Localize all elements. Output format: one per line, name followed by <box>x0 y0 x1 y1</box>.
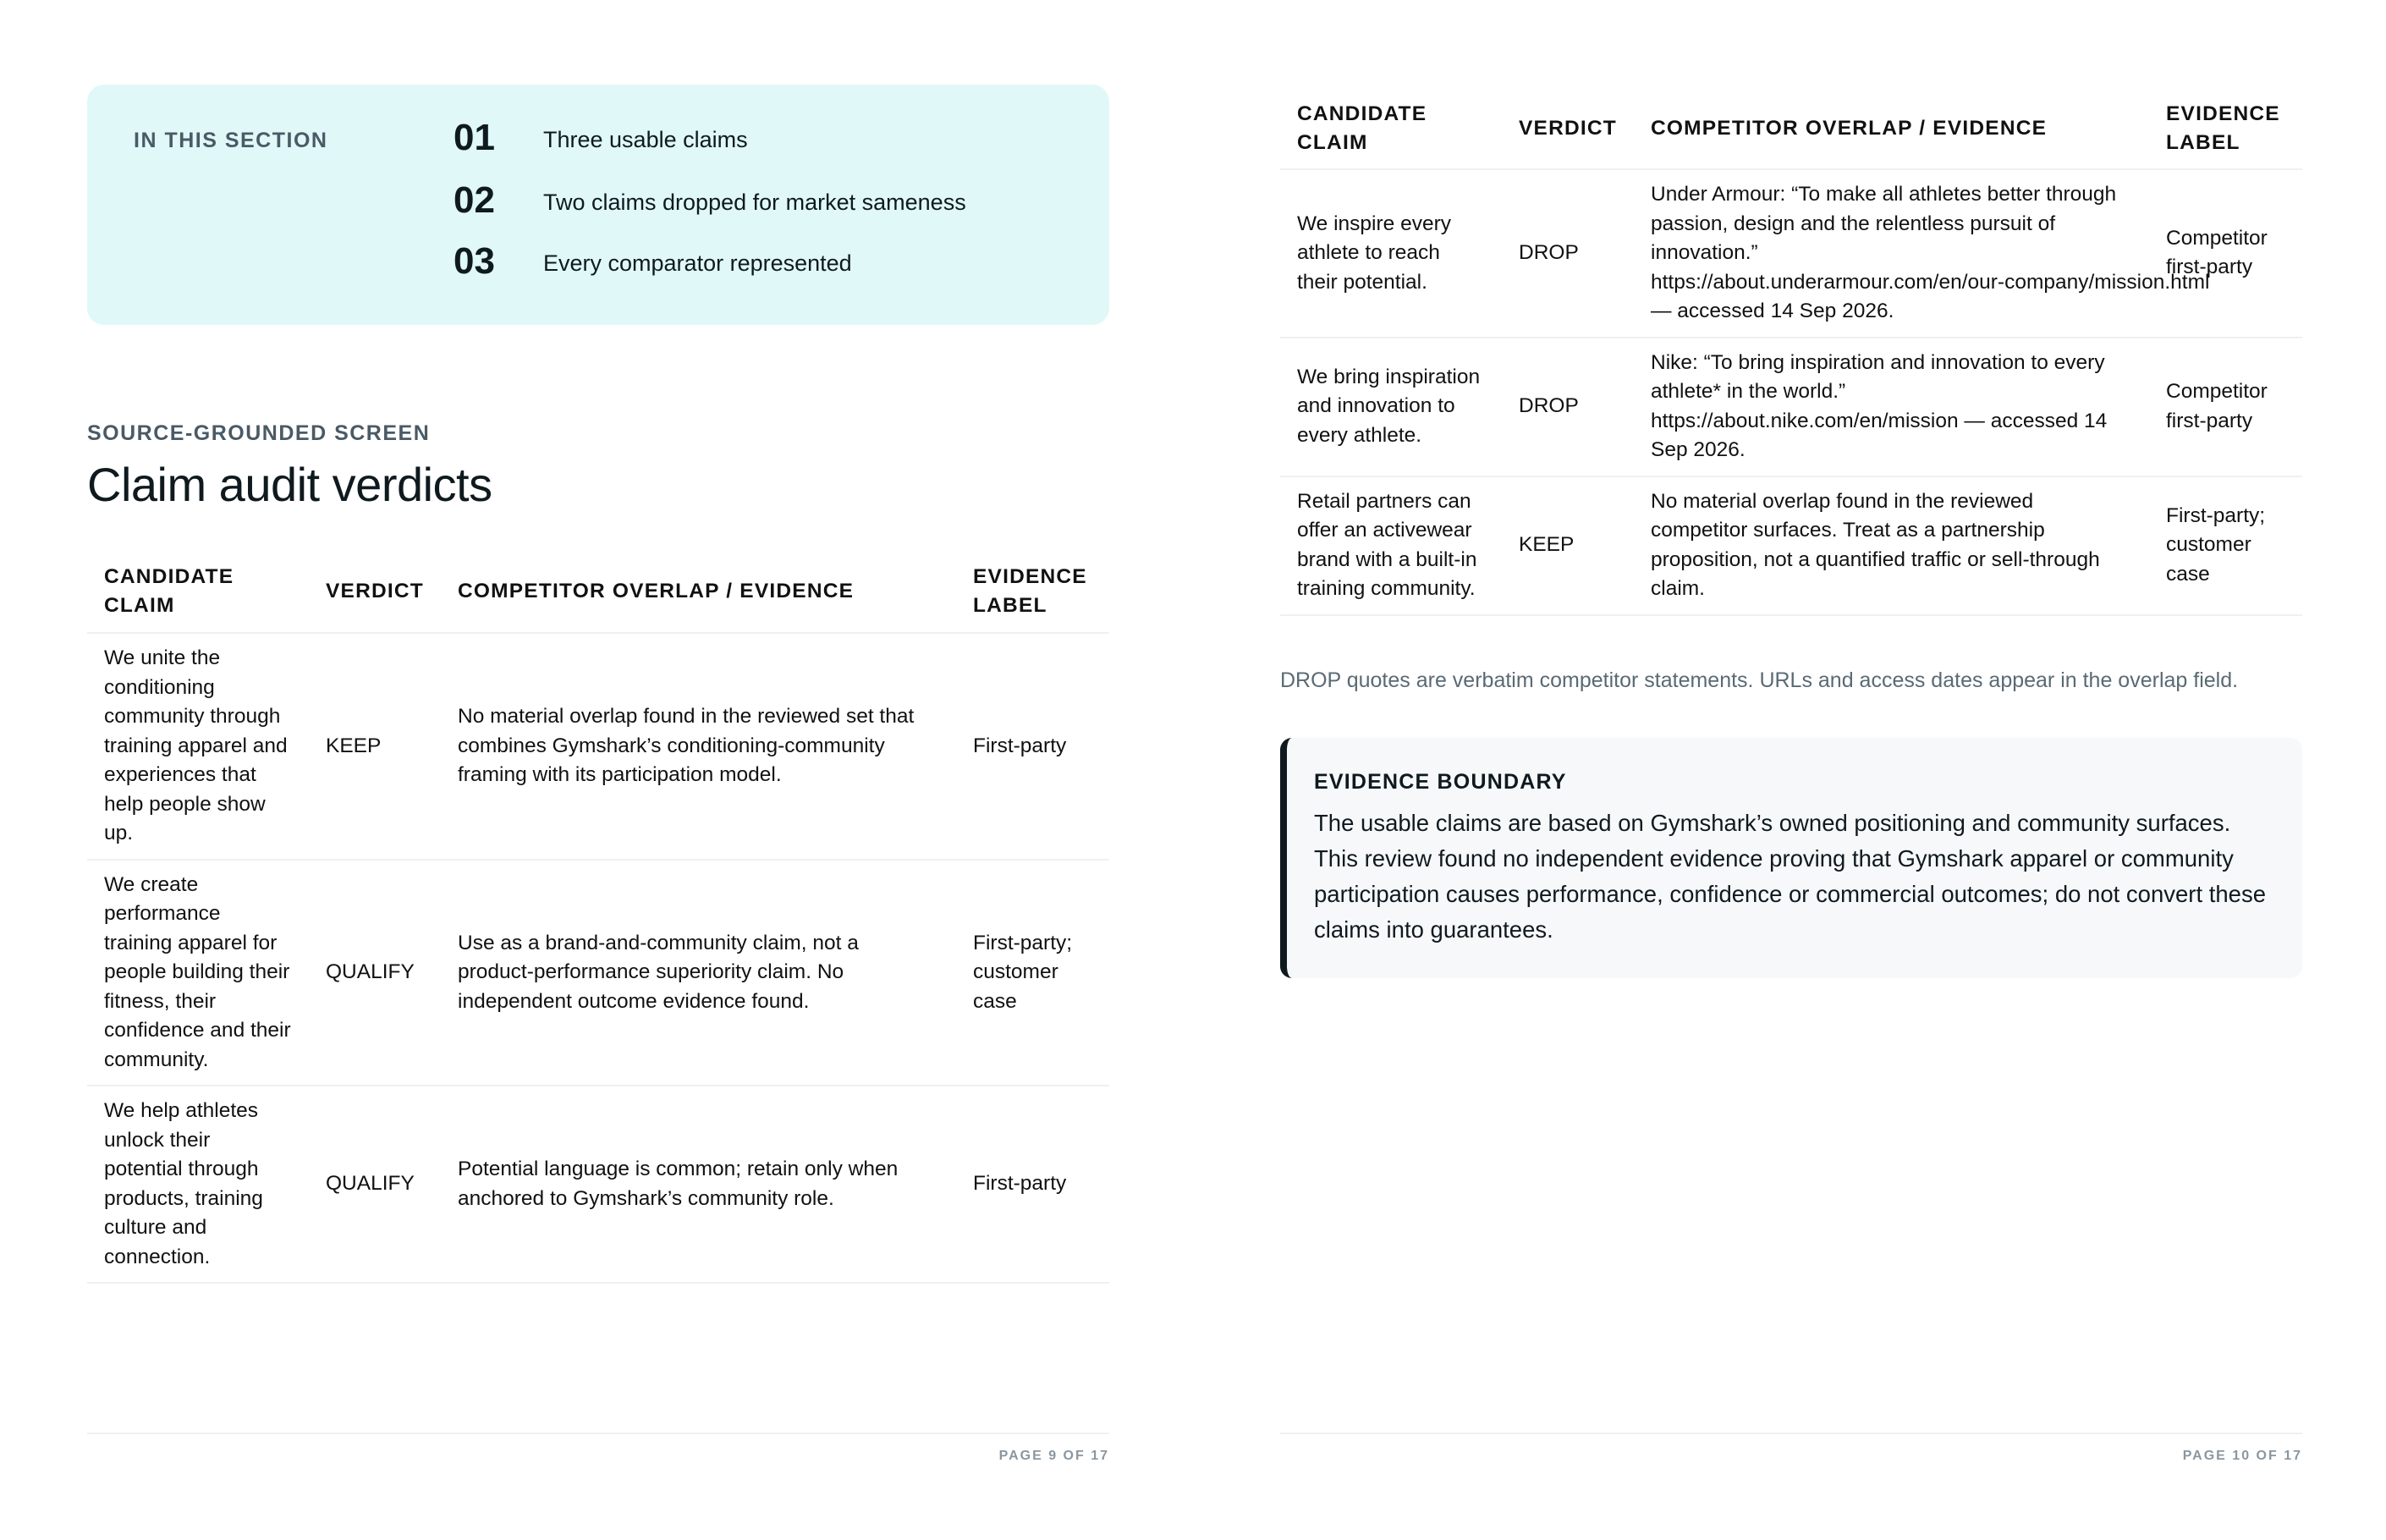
verdict-cell: KEEP <box>1502 476 1634 615</box>
page-left <box>87 0 1109 1540</box>
evidence-cell: Potential language is common; retain only when anchored to Gymshark’s community role. <box>441 1086 956 1283</box>
table-footnote: DROP quotes are verbatim competitor statements. URLs and access dates appear in the overlap field. <box>1280 668 2239 692</box>
table-row <box>87 1086 1109 1283</box>
claim-cell: Retail partners can offer an activewear brand with a built‑in training community. <box>1280 476 1502 615</box>
column-header-claim: CANDIDATE CLAIM <box>87 550 309 633</box>
evidence-cell: Nike: “To bring inspiration and innovation to every athlete* in the world.” https://about.nike.com/en/mission — accessed 14 Sep 2026. <box>1634 338 2149 476</box>
toc-item-text: Three usable claims <box>543 127 748 152</box>
page-number: PAGE 10 OF 17 <box>2182 1449 2302 1463</box>
verdict-cell: DROP <box>1502 338 1634 476</box>
page-title: Claim audit verdicts <box>87 458 492 511</box>
column-header-label: EVIDENCE LABEL <box>2149 88 2302 169</box>
callout-title: EVIDENCE BOUNDARY <box>1314 770 1567 794</box>
evidence-cell: No material overlap found in the reviewed set that combines Gymshark’s conditioning‑community framing with its participation model. <box>441 633 956 860</box>
table-row <box>1280 338 2302 476</box>
table-row <box>1280 476 2302 615</box>
column-header-evidence: COMPETITOR OVERLAP / EVIDENCE <box>1634 88 2149 169</box>
verdict-cell: QUALIFY <box>309 1086 441 1283</box>
toc-item-text: Every comparator represented <box>543 250 852 276</box>
section-kicker: SOURCE-GROUNDED SCREEN <box>87 421 431 445</box>
label-cell: Competitor first‑party <box>2149 169 2302 338</box>
verdict-cell: DROP <box>1502 169 1634 338</box>
claim-cell: We create performance training apparel for people building their fitness, their confidence and their community. <box>87 860 309 1086</box>
column-header-evidence: COMPETITOR OVERLAP / EVIDENCE <box>441 550 956 633</box>
evidence-cell: Use as a brand‑and‑community claim, not a product‑performance superiority claim. No independent outcome evidence found. <box>441 860 956 1086</box>
verdict-cell: KEEP <box>309 633 441 860</box>
table-header-row <box>1280 88 2302 169</box>
column-header-verdict: VERDICT <box>309 550 441 633</box>
page-number: PAGE 9 OF 17 <box>998 1449 1109 1463</box>
toc-label: IN THIS SECTION <box>134 129 328 152</box>
toc-item-number: 02 <box>454 179 495 221</box>
verdict-cell: QUALIFY <box>309 860 441 1086</box>
toc-item-text: Two claims dropped for market sameness <box>543 190 966 215</box>
label-cell: First‑party <box>956 1086 1109 1283</box>
label-cell: First‑party; customer case <box>956 860 1109 1086</box>
label-cell: First‑party; customer case <box>2149 476 2302 615</box>
callout-text: The usable claims are based on Gymshark’s owned positioning and community surfaces. This review found no independent evidence proving that Gymshark apparel or community participation causes performance, confidence or commercial outcomes; do not convert these claims into guarantees. <box>1314 810 2267 943</box>
claim-cell: We unite the conditioning community through training apparel and experiences that help people show up. <box>87 633 309 860</box>
table-header-row <box>87 550 1109 633</box>
evidence-cell: No material overlap found in the reviewed competitor surfaces. Treat as a partnership proposition, not a quantified traffic or sell‑through claim. <box>1634 476 2149 615</box>
column-header-label: EVIDENCE LABEL <box>956 550 1109 633</box>
claim-cell: We help athletes unlock their potential through products, training culture and connection. <box>87 1086 309 1283</box>
section-contents-box <box>87 85 1109 325</box>
footer-divider <box>87 1433 1109 1434</box>
column-header-claim: CANDIDATE CLAIM <box>1280 88 1502 169</box>
evidence-boundary-callout <box>1280 738 2302 978</box>
footer-divider <box>1280 1433 2302 1434</box>
column-header-verdict: VERDICT <box>1502 88 1634 169</box>
claim-audit-table <box>87 550 1109 1284</box>
claim-cell: We inspire every athlete to reach their potential. <box>1280 169 1502 338</box>
label-cell: Competitor first‑party <box>2149 338 2302 476</box>
page-right <box>1280 0 2302 1540</box>
evidence-cell: Under Armour: “To make all athletes better through passion, design and the relentless pursuit of innovation.” https://about.underarmour.com/en/our‑company/mission.html — accessed 14 Sep 2026. <box>1634 169 2149 338</box>
table-row <box>87 633 1109 860</box>
claim-cell: We bring inspiration and innovation to every athlete. <box>1280 338 1502 476</box>
label-cell: First‑party <box>956 633 1109 860</box>
table-row <box>1280 169 2302 338</box>
toc-item-number: 03 <box>454 240 495 282</box>
table-row <box>87 860 1109 1086</box>
toc-item-number: 01 <box>454 117 495 158</box>
claim-audit-table-continued <box>1280 88 2302 616</box>
